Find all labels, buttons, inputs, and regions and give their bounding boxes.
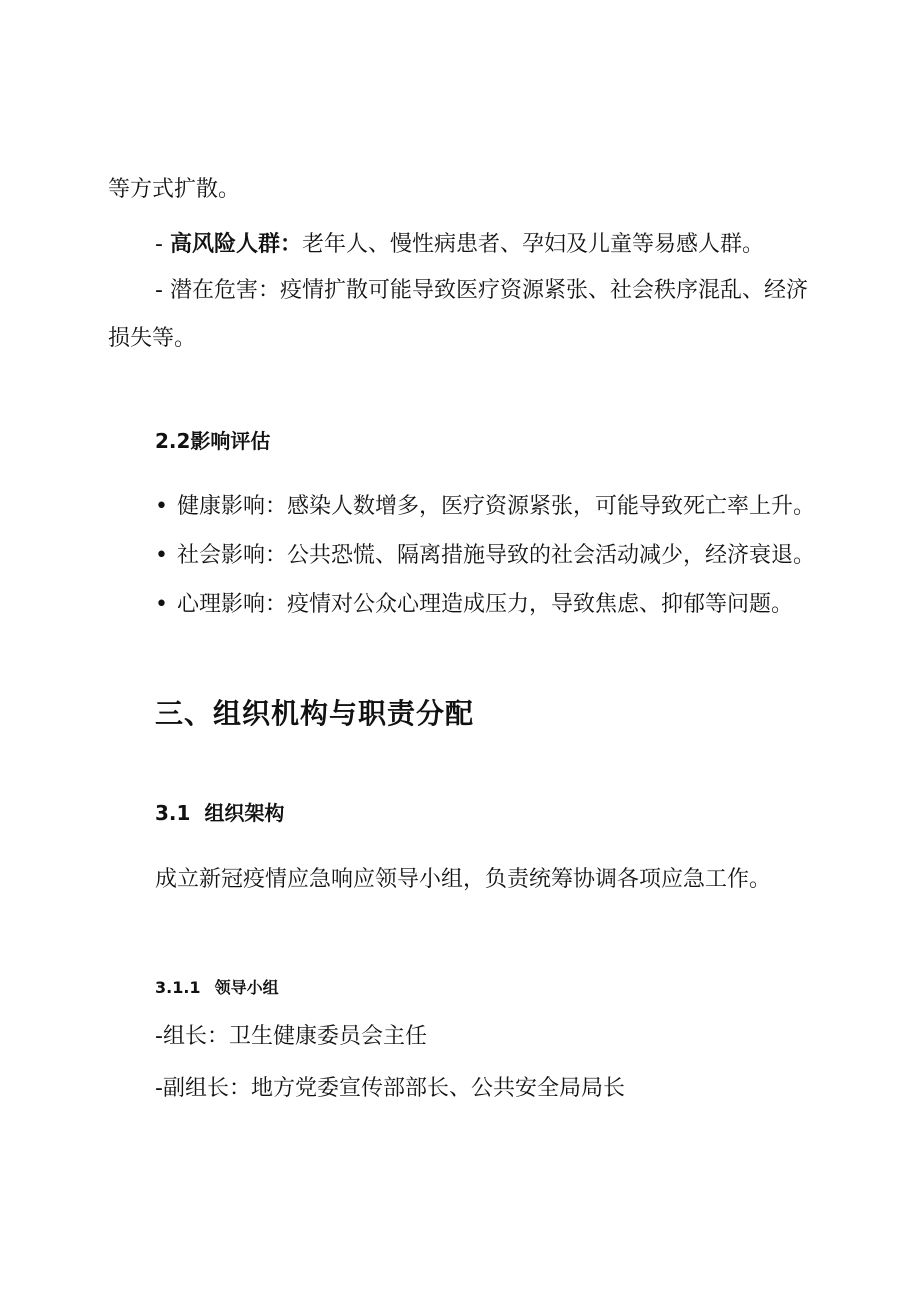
bullet-icon: • <box>155 592 168 617</box>
bullet-icon: • <box>155 543 168 568</box>
section-title: 组织架构 <box>204 801 285 825</box>
dash-prefix: - <box>155 278 170 303</box>
continuation-text: 等方式扩散。 <box>108 177 241 202</box>
section-3-1-1-heading <box>155 973 279 1003</box>
potential-harm-text-line1: 潜在危害：疫情扩散可能导致医疗资源紧张、社会秩序混乱、经济 <box>169 278 808 303</box>
impact-list-item <box>155 590 793 620</box>
impact-list-item <box>155 492 815 522</box>
section-number: 3.1.1 <box>155 978 201 997</box>
section-3-heading: 三、组织机构与职责分配 <box>155 697 475 730</box>
potential-harm-text-line2: 损失等。 <box>108 326 197 351</box>
high-risk-text: 老年人、慢性病患者、孕妇及儿童等易感人群。 <box>301 232 764 257</box>
potential-harm-item <box>155 276 808 306</box>
impact-text: 社会影响：公共恐慌、隔离措施导致的社会活动减少，经济衰退。 <box>177 543 816 568</box>
section-3-1-body: 成立新冠疫情应急响应领导小组，负责统筹协调各项应急工作。 <box>155 867 772 892</box>
dash-prefix: - <box>155 232 170 257</box>
section-2-2-heading: 2.2影响评估 <box>155 429 271 453</box>
impact-text: 心理影响：疫情对公众心理造成压力，导致焦虑、抑郁等问题。 <box>177 592 794 617</box>
leader-line: -组长：卫生健康委员会主任 <box>155 1024 427 1049</box>
bullet-icon: • <box>155 494 168 519</box>
deputy-leader-line: -副组长：地方党委宣传部部长、公共安全局局长 <box>155 1076 625 1101</box>
section-title: 领导小组 <box>214 978 279 997</box>
impact-list-item <box>155 541 815 571</box>
section-number: 3.1 <box>155 801 191 825</box>
impact-text: 健康影响：感染人数增多，医疗资源紧张，可能导致死亡率上升。 <box>177 494 816 519</box>
section-3-1-heading <box>155 798 284 828</box>
high-risk-item <box>155 230 764 260</box>
high-risk-label: 高风险人群： <box>169 232 302 257</box>
